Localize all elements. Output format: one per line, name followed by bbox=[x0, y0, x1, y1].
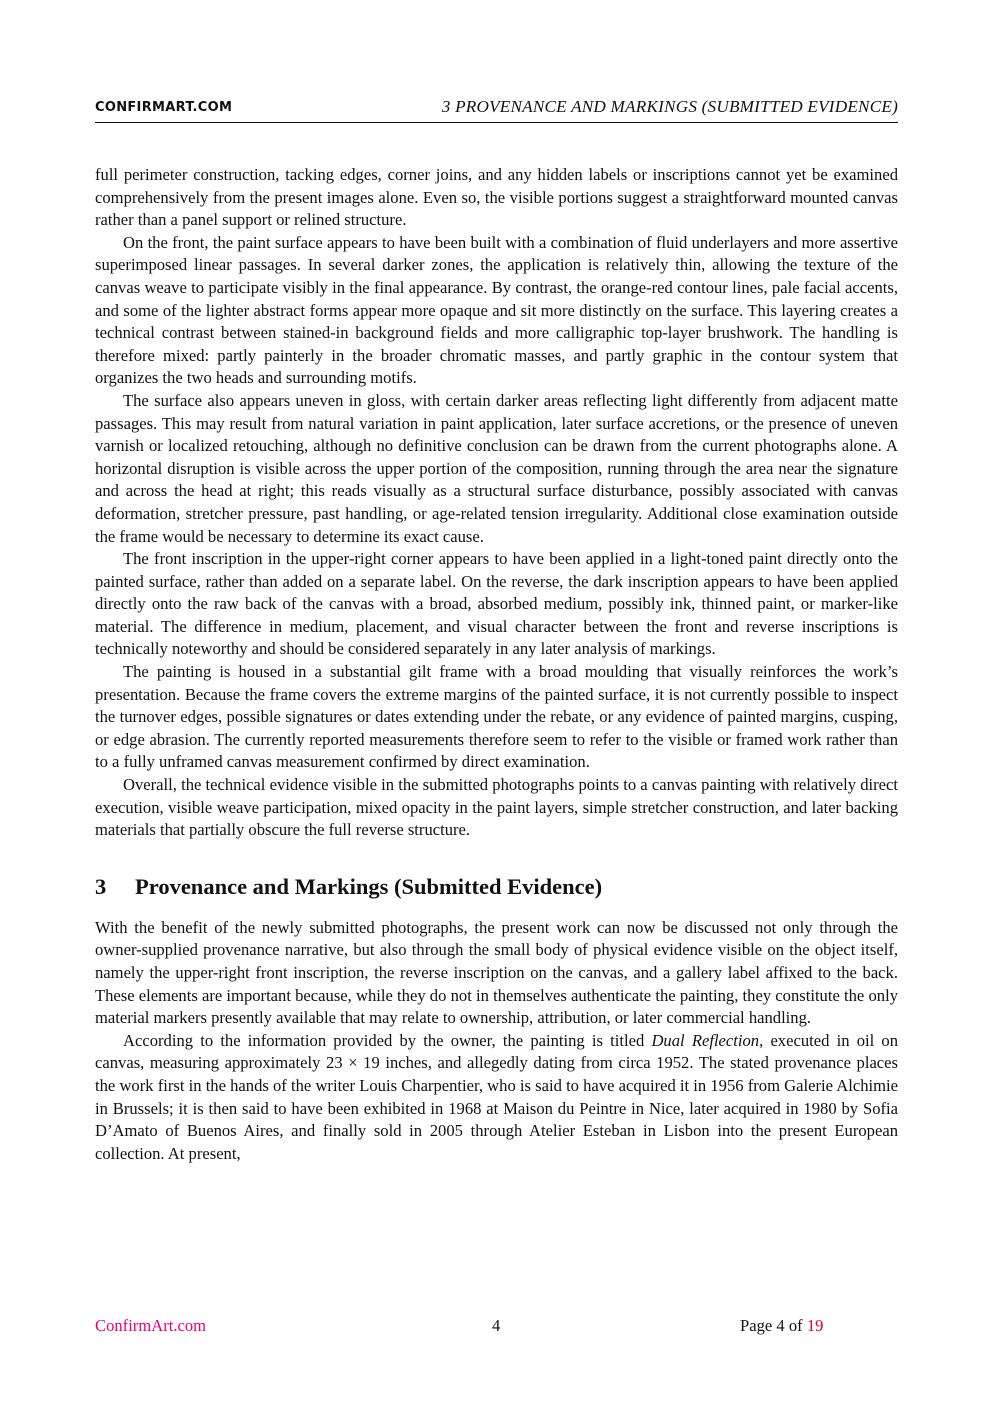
paragraph: Overall, the technical evidence visible in the submitted photographs points to a canvas painting with relatively direct execution, visible weave participation, mixed opacity in the paint layers, simple stretcher construction, and later backing materials that partially obscure the full reverse structure. bbox=[95, 775, 898, 840]
section-title: Provenance and Markings (Submitted Evidence) bbox=[135, 873, 603, 899]
paragraph-text: , executed in oil on canvas, measuring approximately 23 × 19 inches, and allegedly dating from circa 1952. The stated provenance places the work first in the hands of the writer Louis Charpentier, who is said to have acquired it in 1956 from Galerie Alchimie in Brussels; it is then said to have been exhibited in 1968 at Maison du Peintre in Nice, later acquired in 1980 by Sofia D’Amato of Buenos Aires, and finally sold in 2005 through Atelier Esteban in Lisbon into the present European collection. At present, bbox=[95, 1030, 898, 1163]
paragraph: The painting is housed in a substantial gilt frame with a broad moulding that visually reinforces the work’s presentation. Because the frame covers the extreme margins of the painted surface, it is not currently possible to inspect the turnover edges, possible signatures or dates extending under the rebate, or any evidence of painted margins, cusping, or edge abrasion. The currently reported measurements therefore seem to refer to the visible or framed work rather than to a fully unframed canvas measurement confirmed by direct examination. bbox=[95, 662, 898, 772]
document-body bbox=[95, 164, 898, 1165]
footer-site-link[interactable]: ConfirmArt.com bbox=[95, 1316, 207, 1335]
paragraph: On the front, the paint surface appears to have been built with a combination of fluid underlayers and more assertive superimposed linear passages. In several darker zones, the application is relatively thin, allowing the texture of the canvas weave to participate visibly in the final appearance. By contrast, the orange-red contour lines, pale facial accents, and some of the lighter abstract forms appear more opaque and sit more distinctly on the surface. This layering creates a technical contrast between stained-in background fields and more calligraphic top-layer brushwork. The handling is therefore mixed: partly painterly in the broader chromatic masses, and partly graphic in the contour system that organizes the two heads and surrounding motifs. bbox=[95, 232, 898, 388]
section-heading bbox=[95, 872, 898, 902]
section-number: 3 bbox=[95, 873, 107, 899]
paragraph: full perimeter construction, tacking edges, corner joins, and any hidden labels or inscriptions cannot yet be examined comprehensively from the present images alone. Even so, the visible portions suggest a straightforward mounted canvas rather than a panel support or relined structure. bbox=[95, 165, 898, 230]
page-total-link[interactable]: 19 bbox=[806, 1316, 824, 1335]
page-header bbox=[95, 96, 898, 123]
brand-logo: CONFIRMART.COM bbox=[95, 100, 233, 115]
footer-page-count bbox=[740, 1316, 823, 1336]
artwork-title: Dual Reflection bbox=[651, 1030, 760, 1050]
footer-page-number: 4 bbox=[492, 1316, 501, 1335]
paragraph-text: According to the information provided by the owner, the painting is titled bbox=[123, 1030, 652, 1050]
paragraph: With the benefit of the newly submitted photographs, the present work can now be discussed not only through the owner-supplied provenance narrative, but also through the small body of physical evidence visible on the object itself, namely the upper-right front inscription, the reverse inscription on the canvas, and a gallery label affixed to the back. These elements are important because, while they do not in themselves authenticate the painting, they constitute the only material markers presently available that may relate to ownership, attribution, or later commercial handling. bbox=[95, 917, 898, 1028]
paragraph: The surface also appears uneven in gloss, with certain darker areas reflecting light differently from adjacent matte passages. This may result from natural variation in paint application, later surface accretions, or the presence of uneven varnish or localized retouching, although no definitive conclusion can be drawn from the current photographs alone. A horizontal disruption is visible across the upper portion of the composition, running through the area near the signature and across the head at right; this reads visually as a structural surface disturbance, possibly associated with canvas deformation, stretcher pressure, past handling, or age-related tension irregularity. Additional close examination outside the frame would be necessary to determine its exact cause. bbox=[95, 390, 898, 546]
paragraph bbox=[95, 1030, 898, 1166]
page-footer bbox=[95, 1316, 898, 1340]
running-title: 3 PROVENANCE AND MARKINGS (SUBMITTED EVIDENCE) bbox=[441, 97, 898, 116]
page-prefix: Page 4 of bbox=[740, 1316, 807, 1335]
paragraph: The front inscription in the upper-right corner appears to have been applied in a light-toned paint directly onto the painted surface, rather than added on a separate label. On the reverse, the dark inscription appears to have been applied directly onto the raw back of the canvas with a broad, absorbed medium, possibly ink, thinned paint, or marker-like material. The difference in medium, placement, and visual character between the front and reverse inscriptions is technically noteworthy and should be considered separately in any later analysis of markings. bbox=[95, 549, 898, 659]
